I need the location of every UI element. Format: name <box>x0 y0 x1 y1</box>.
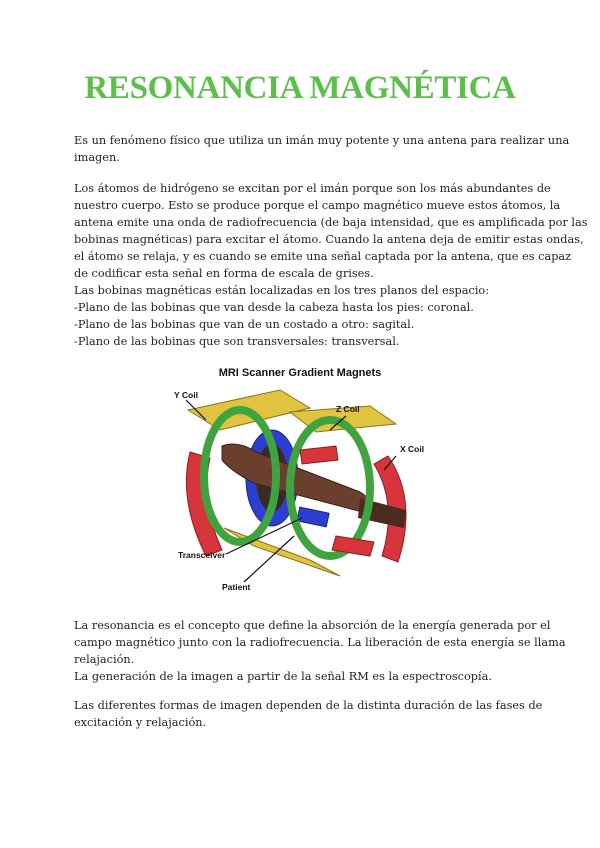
text-line: nuestro cuerpo. Esto se produce porque el campo magnético mueve estos átomos, la <box>74 199 561 212</box>
text-line: campo magnético junto con la radiofrecuencia. La liberación de esta energía se llama <box>74 636 566 649</box>
text-line: antena emite una onda de radiofrecuencia (de baja intensidad, que es amplificada por las <box>74 216 588 229</box>
text-line: relajación. <box>74 653 135 666</box>
mri-gradient-magnets-figure <box>160 360 440 597</box>
closing-paragraph <box>74 697 543 731</box>
text-line: -Plano de las bobinas que van de un costado a otro: sagital. <box>74 318 415 331</box>
page-title: RESONANCIA MAGNÉTICA <box>84 70 516 106</box>
z-coil-label: Z Coil <box>336 404 360 414</box>
intro-paragraph <box>74 132 570 166</box>
y-coil-label: Y Coil <box>174 390 198 400</box>
text-line: La generación de la imagen a partir de la señal RM es la espectroscopía. <box>74 670 492 683</box>
mri-illustration <box>160 360 440 597</box>
text-line: excitación y relajación. <box>74 716 207 729</box>
resonance-paragraph <box>74 617 566 685</box>
transceiver-label: Transceiver <box>178 550 226 560</box>
text-line: Los átomos de hidrógeno se excitan por el imán porque son los más abundantes de <box>74 182 551 195</box>
figure-title: MRI Scanner Gradient Magnets <box>218 367 382 379</box>
text-line: el átomo se relaja, y es cuando se emite una señal captada por la antena, que es capaz <box>74 250 572 263</box>
text-line: imagen. <box>74 151 120 164</box>
transceiver-coil <box>297 507 329 527</box>
body-paragraph <box>74 180 588 350</box>
text-line: La resonancia es el concepto que define la absorción de la energía generada por el <box>74 619 551 632</box>
text-line: Las bobinas magnéticas están localizadas en los tres planos del espacio: <box>74 284 490 297</box>
text-line: Las diferentes formas de imagen dependen de la distinta duración de las fases de <box>74 699 543 712</box>
text-line: Es un fenómeno físico que utiliza un imán muy potente y una antena para realizar una <box>74 134 570 147</box>
text-line: -Plano de las bobinas que son transversales: transversal. <box>74 335 400 348</box>
text-line: bobinas magnéticas) para excitar el átomo. Cuando la antena deja de emitir estas ondas, <box>74 233 584 246</box>
x-coil-front-top <box>300 446 338 464</box>
patient-label: Patient <box>222 582 251 592</box>
text-line: de codificar esta señal en forma de escala de grises. <box>74 267 374 280</box>
x-coil-label: X Coil <box>400 444 425 454</box>
text-line: -Plano de las bobinas que van desde la cabeza hasta los pies: coronal. <box>74 301 474 314</box>
